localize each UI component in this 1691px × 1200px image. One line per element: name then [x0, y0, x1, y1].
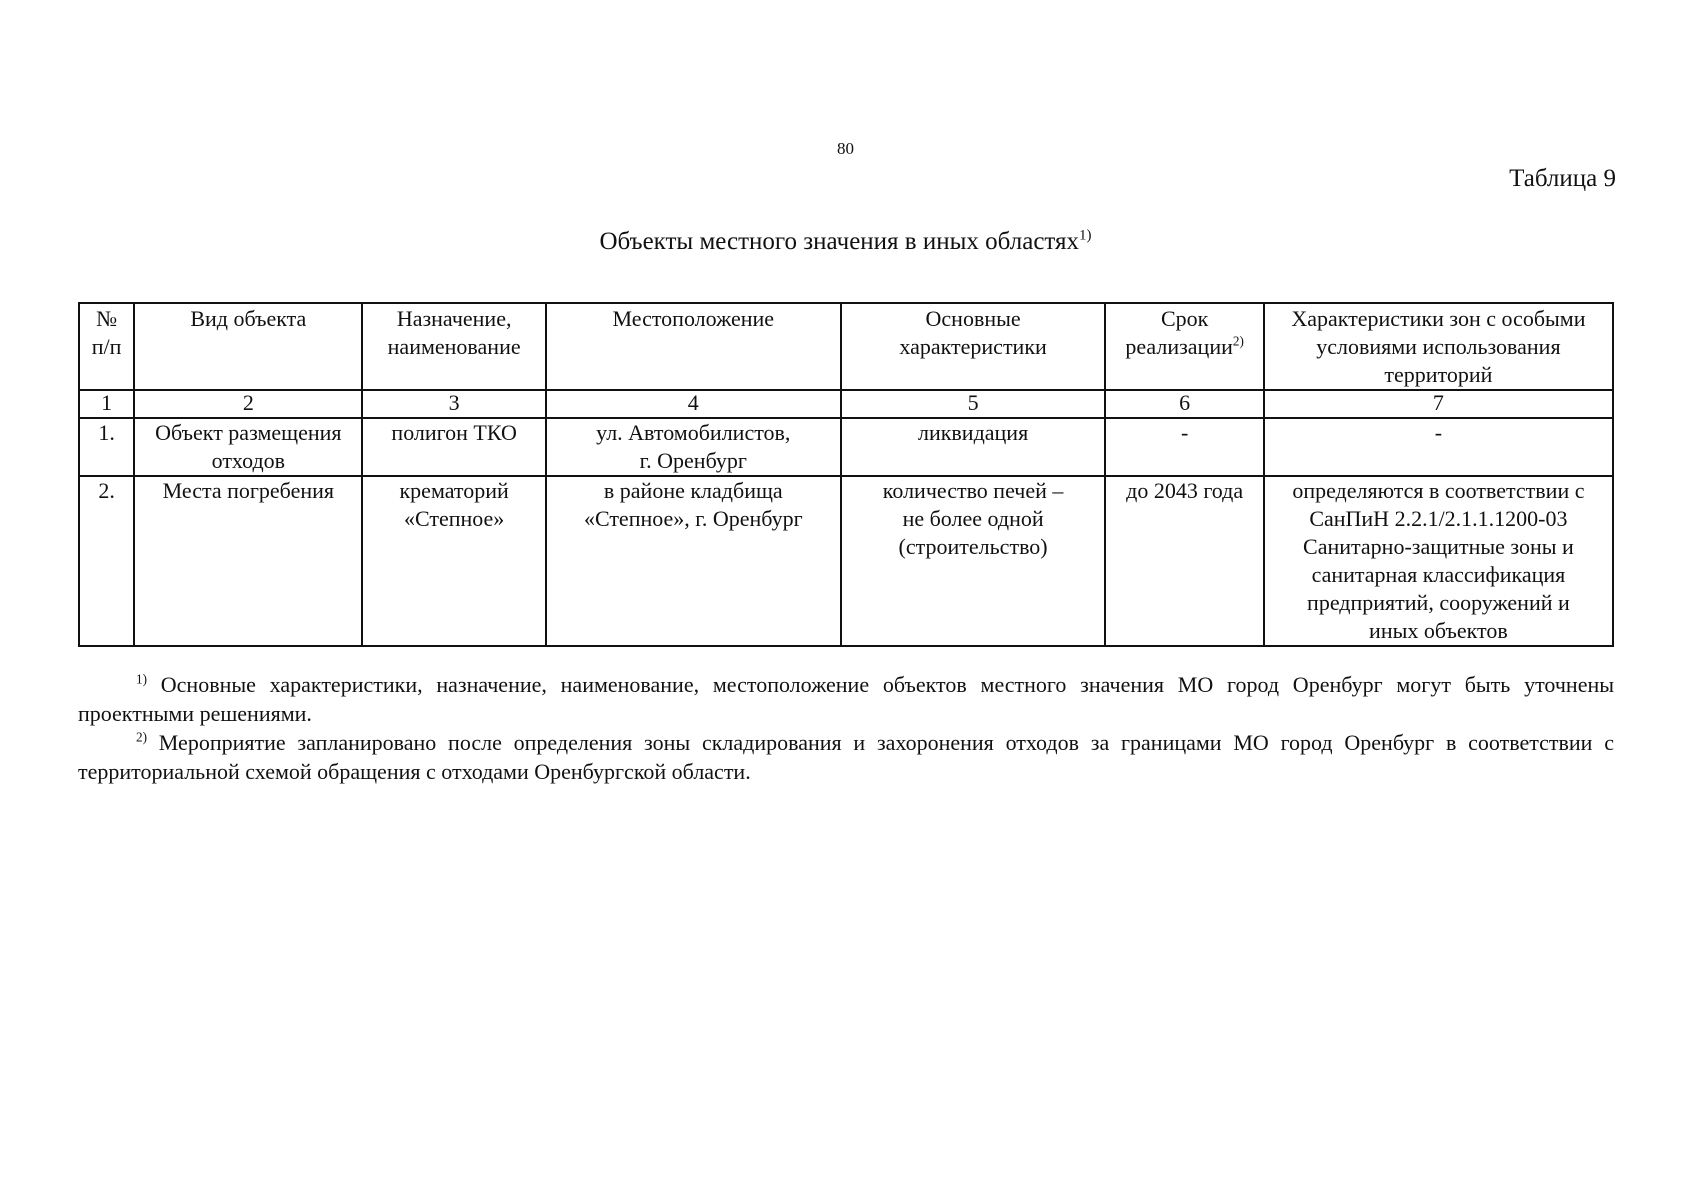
- table-cell: ликвидация: [841, 418, 1106, 476]
- title-footnote-mark: 1): [1079, 227, 1092, 244]
- page-number: 80: [837, 139, 854, 158]
- header-cell-location: Местоположение: [546, 303, 841, 390]
- table-cell: -: [1105, 418, 1263, 476]
- table-cell: количество печей – не более одной (строительство): [841, 476, 1106, 646]
- deadline-footnote-mark: 2): [1232, 333, 1244, 349]
- table-cell: Места погребения: [134, 476, 362, 646]
- table-cell: -: [1264, 418, 1613, 476]
- table-row: [79, 476, 1613, 646]
- table-cell: 1.: [79, 418, 134, 476]
- objects-table: [78, 302, 1614, 647]
- header-cell-purpose: Назначение, наименование: [362, 303, 545, 390]
- footnote-mark: 1): [136, 671, 147, 687]
- table-row: [79, 418, 1613, 476]
- footnote-mark: 2): [136, 729, 147, 745]
- footnote-1: [78, 670, 1614, 728]
- footnote-text: Основные характеристики, назначение, наименование, местоположение объектов местного значения МО город Оренбург могут быть уточнены проектными решениями.: [78, 672, 1615, 726]
- table-label: Таблица 9: [1509, 165, 1616, 192]
- header-cell-number: № п/п: [79, 303, 134, 390]
- column-number: 3: [362, 390, 545, 418]
- table-header-row: [79, 303, 1613, 390]
- column-number: 6: [1105, 390, 1263, 418]
- footnote-text: Мероприятие запланировано после определения зоны складирования и захоронения отходов за границами МО город Оренбург в соответствии с территориальной схемой обращения с отходами Оренбургской области.: [78, 730, 1614, 784]
- table-cell: ул. Автомобилистов, г. Оренбург: [546, 418, 841, 476]
- column-number: 5: [841, 390, 1106, 418]
- document-title: [0, 228, 1691, 256]
- title-text: Объекты местного значения в иных областях: [599, 228, 1080, 255]
- table-cell: крематорий «Степное»: [362, 476, 545, 646]
- footnote-2: [78, 728, 1614, 786]
- column-number: 2: [134, 390, 362, 418]
- table-cell: Объект размещения отходов: [134, 418, 362, 476]
- table-cell: в районе кладбища «Степное», г. Оренбург: [546, 476, 841, 646]
- column-number: 7: [1264, 390, 1613, 418]
- table-cell: 2.: [79, 476, 134, 646]
- header-cell-zone-characteristics: Характеристики зон с особыми условиями использования территорий: [1264, 303, 1613, 390]
- table-cell: полигон ТКО: [362, 418, 545, 476]
- header-cell-deadline: Срок реализации$^{2)}$: [1105, 303, 1263, 390]
- table-cell: определяются в соответствии с СанПиН 2.2.1/2.1.1.1200-03 Санитарно-защитные зоны и санитарная классификация предприятий, сооружений и иных объектов: [1264, 476, 1613, 646]
- column-number: 1: [79, 390, 134, 418]
- column-number-row: [79, 390, 1613, 418]
- table-cell: до 2043 года: [1105, 476, 1263, 646]
- header-cell-characteristics: Основные характеристики: [841, 303, 1106, 390]
- header-cell-object-type: Вид объекта: [134, 303, 362, 390]
- footnotes: [78, 670, 1614, 786]
- column-number: 4: [546, 390, 841, 418]
